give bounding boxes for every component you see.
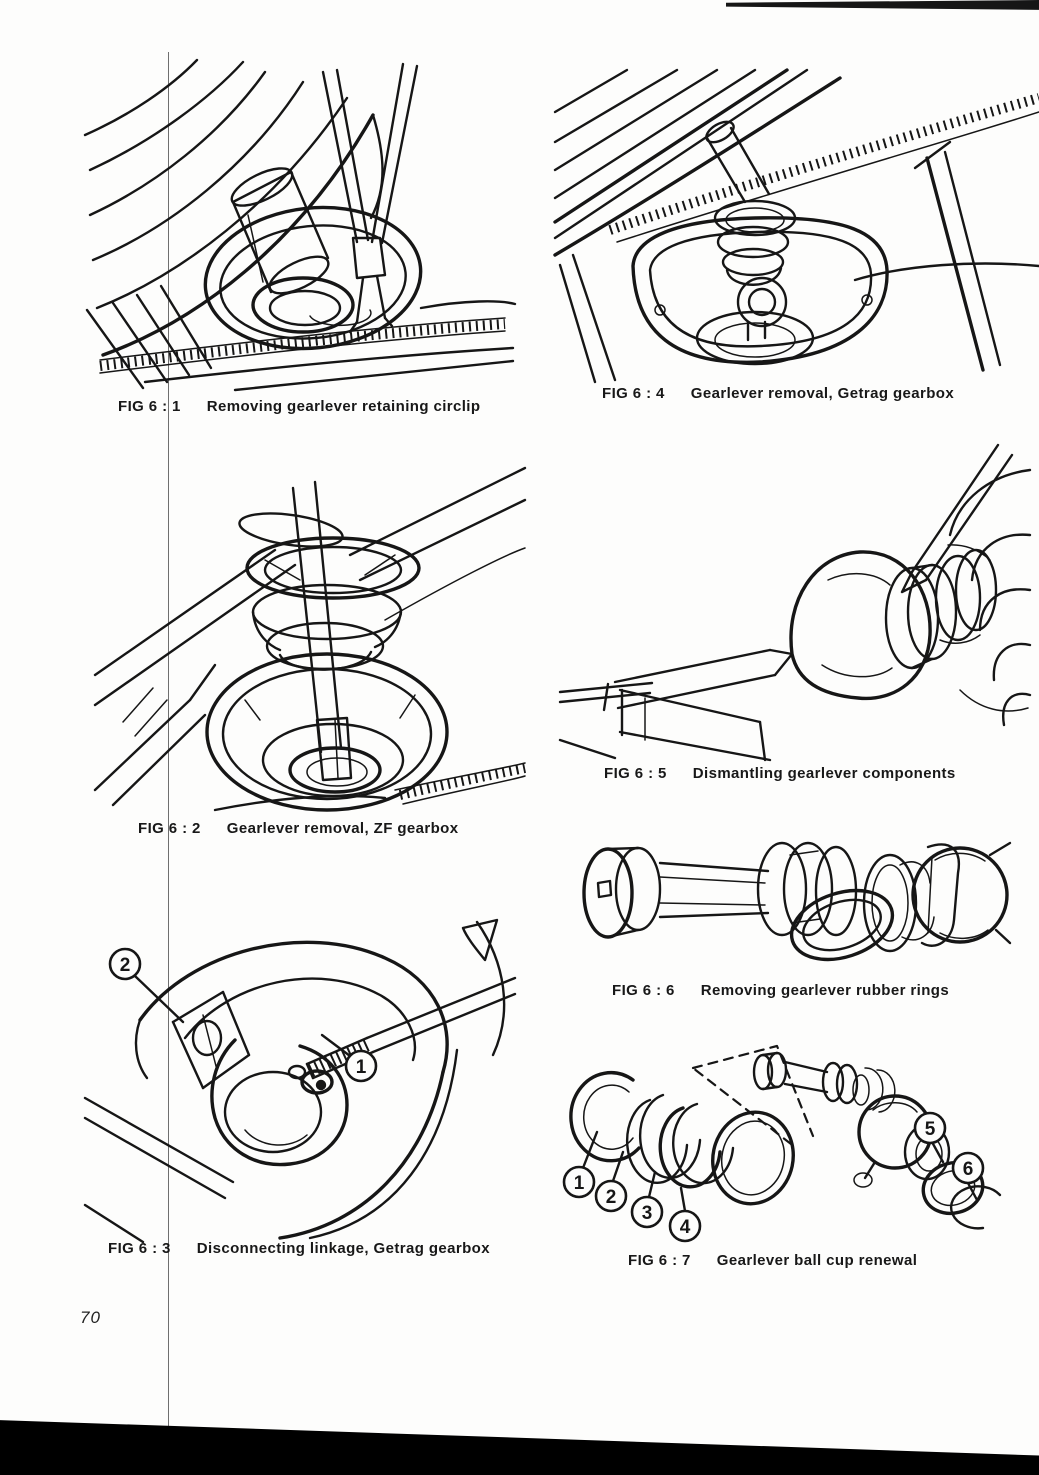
- figure-6-5-drawing: [560, 440, 1030, 760]
- gearlever-shaft-and-rings: [697, 118, 813, 364]
- boot-and-retainer-rings: [237, 508, 419, 670]
- hand-outline: [950, 470, 1030, 725]
- mounting-bracket: [560, 683, 770, 760]
- figure-title: Gearlever removal, ZF gearbox: [226, 820, 459, 837]
- linkage-housing: [136, 942, 457, 1238]
- threaded-link-rod: [289, 978, 515, 1078]
- left-panel-edge: [560, 255, 615, 382]
- callout-2-number: 2: [605, 1187, 617, 1208]
- figure-label: FIG 6 : 4: [602, 385, 665, 402]
- figure-6-5-caption: [604, 765, 956, 782]
- figure-label: FIG 6 : 2: [138, 820, 201, 837]
- figure-label: FIG 6 : 5: [604, 765, 667, 782]
- bottom-hatch-strip: [215, 763, 525, 810]
- callout-4-number: 4: [679, 1217, 691, 1238]
- scan-artifact-bottom-black: [0, 1414, 1039, 1475]
- scan-artifact-top-bar: [726, 0, 1039, 11]
- figure-6-2-caption: [138, 820, 458, 837]
- figure-title: Disconnecting linkage, Getrag gearbox: [196, 1240, 490, 1257]
- figure-6-1-caption: [118, 398, 480, 415]
- figure-6-6-drawing: [560, 825, 1010, 975]
- figure-label: FIG 6 : 1: [118, 398, 181, 415]
- gearlever-shaft: [293, 482, 351, 780]
- figure-title: Gearlever ball cup renewal: [716, 1252, 918, 1269]
- circlip-part-1: [571, 1073, 639, 1161]
- figure-label: FIG 6 : 3: [108, 1240, 171, 1257]
- figure-label: FIG 6 : 6: [612, 982, 675, 999]
- dashed-outline: [693, 1046, 813, 1144]
- clevis-ball-socket: [173, 992, 347, 1165]
- callout-2-number: 2: [119, 955, 131, 976]
- callout-5-number: 5: [924, 1119, 936, 1140]
- figure-6-7-drawing: [555, 1040, 1015, 1255]
- figure-6-3-caption: [108, 1240, 490, 1257]
- figure-6-4-drawing: [555, 70, 1039, 380]
- right-pillar: [915, 142, 1000, 370]
- rubber-rings: [936, 545, 996, 643]
- figure-6-7-caption: [628, 1252, 917, 1269]
- page-number: 70: [80, 1308, 101, 1327]
- figure-6-3-drawing: [85, 920, 515, 1240]
- callout-1-number: 1: [355, 1057, 367, 1078]
- figure-6-4-caption: [602, 385, 954, 402]
- figure-label: FIG 6 : 7: [628, 1252, 691, 1269]
- figure-6-6-caption: [612, 982, 949, 999]
- figure-title: Removing gearlever rubber rings: [700, 982, 950, 999]
- figure-title: Gearlever removal, Getrag gearbox: [690, 385, 955, 402]
- spring-part-3: [660, 1104, 733, 1187]
- shaft: [660, 863, 768, 917]
- shaft-end-discs: [584, 848, 660, 937]
- figure-6-1-drawing: [85, 60, 515, 390]
- console-opening: [633, 218, 1039, 362]
- callout-6-number: 6: [962, 1159, 974, 1180]
- ball-knob: [913, 843, 1010, 943]
- callout-1-number: 1: [573, 1173, 585, 1194]
- gearlever-shaft: [604, 650, 792, 710]
- figure-title: Dismantling gearlever components: [692, 765, 956, 782]
- figure-title: Removing gearlever retaining circlip: [206, 398, 481, 415]
- body-sill-stripes: [555, 70, 840, 255]
- circlip-part-6: [951, 1186, 1000, 1228]
- figure-6-2-drawing: [95, 460, 525, 810]
- callout-3-number: 3: [641, 1203, 653, 1224]
